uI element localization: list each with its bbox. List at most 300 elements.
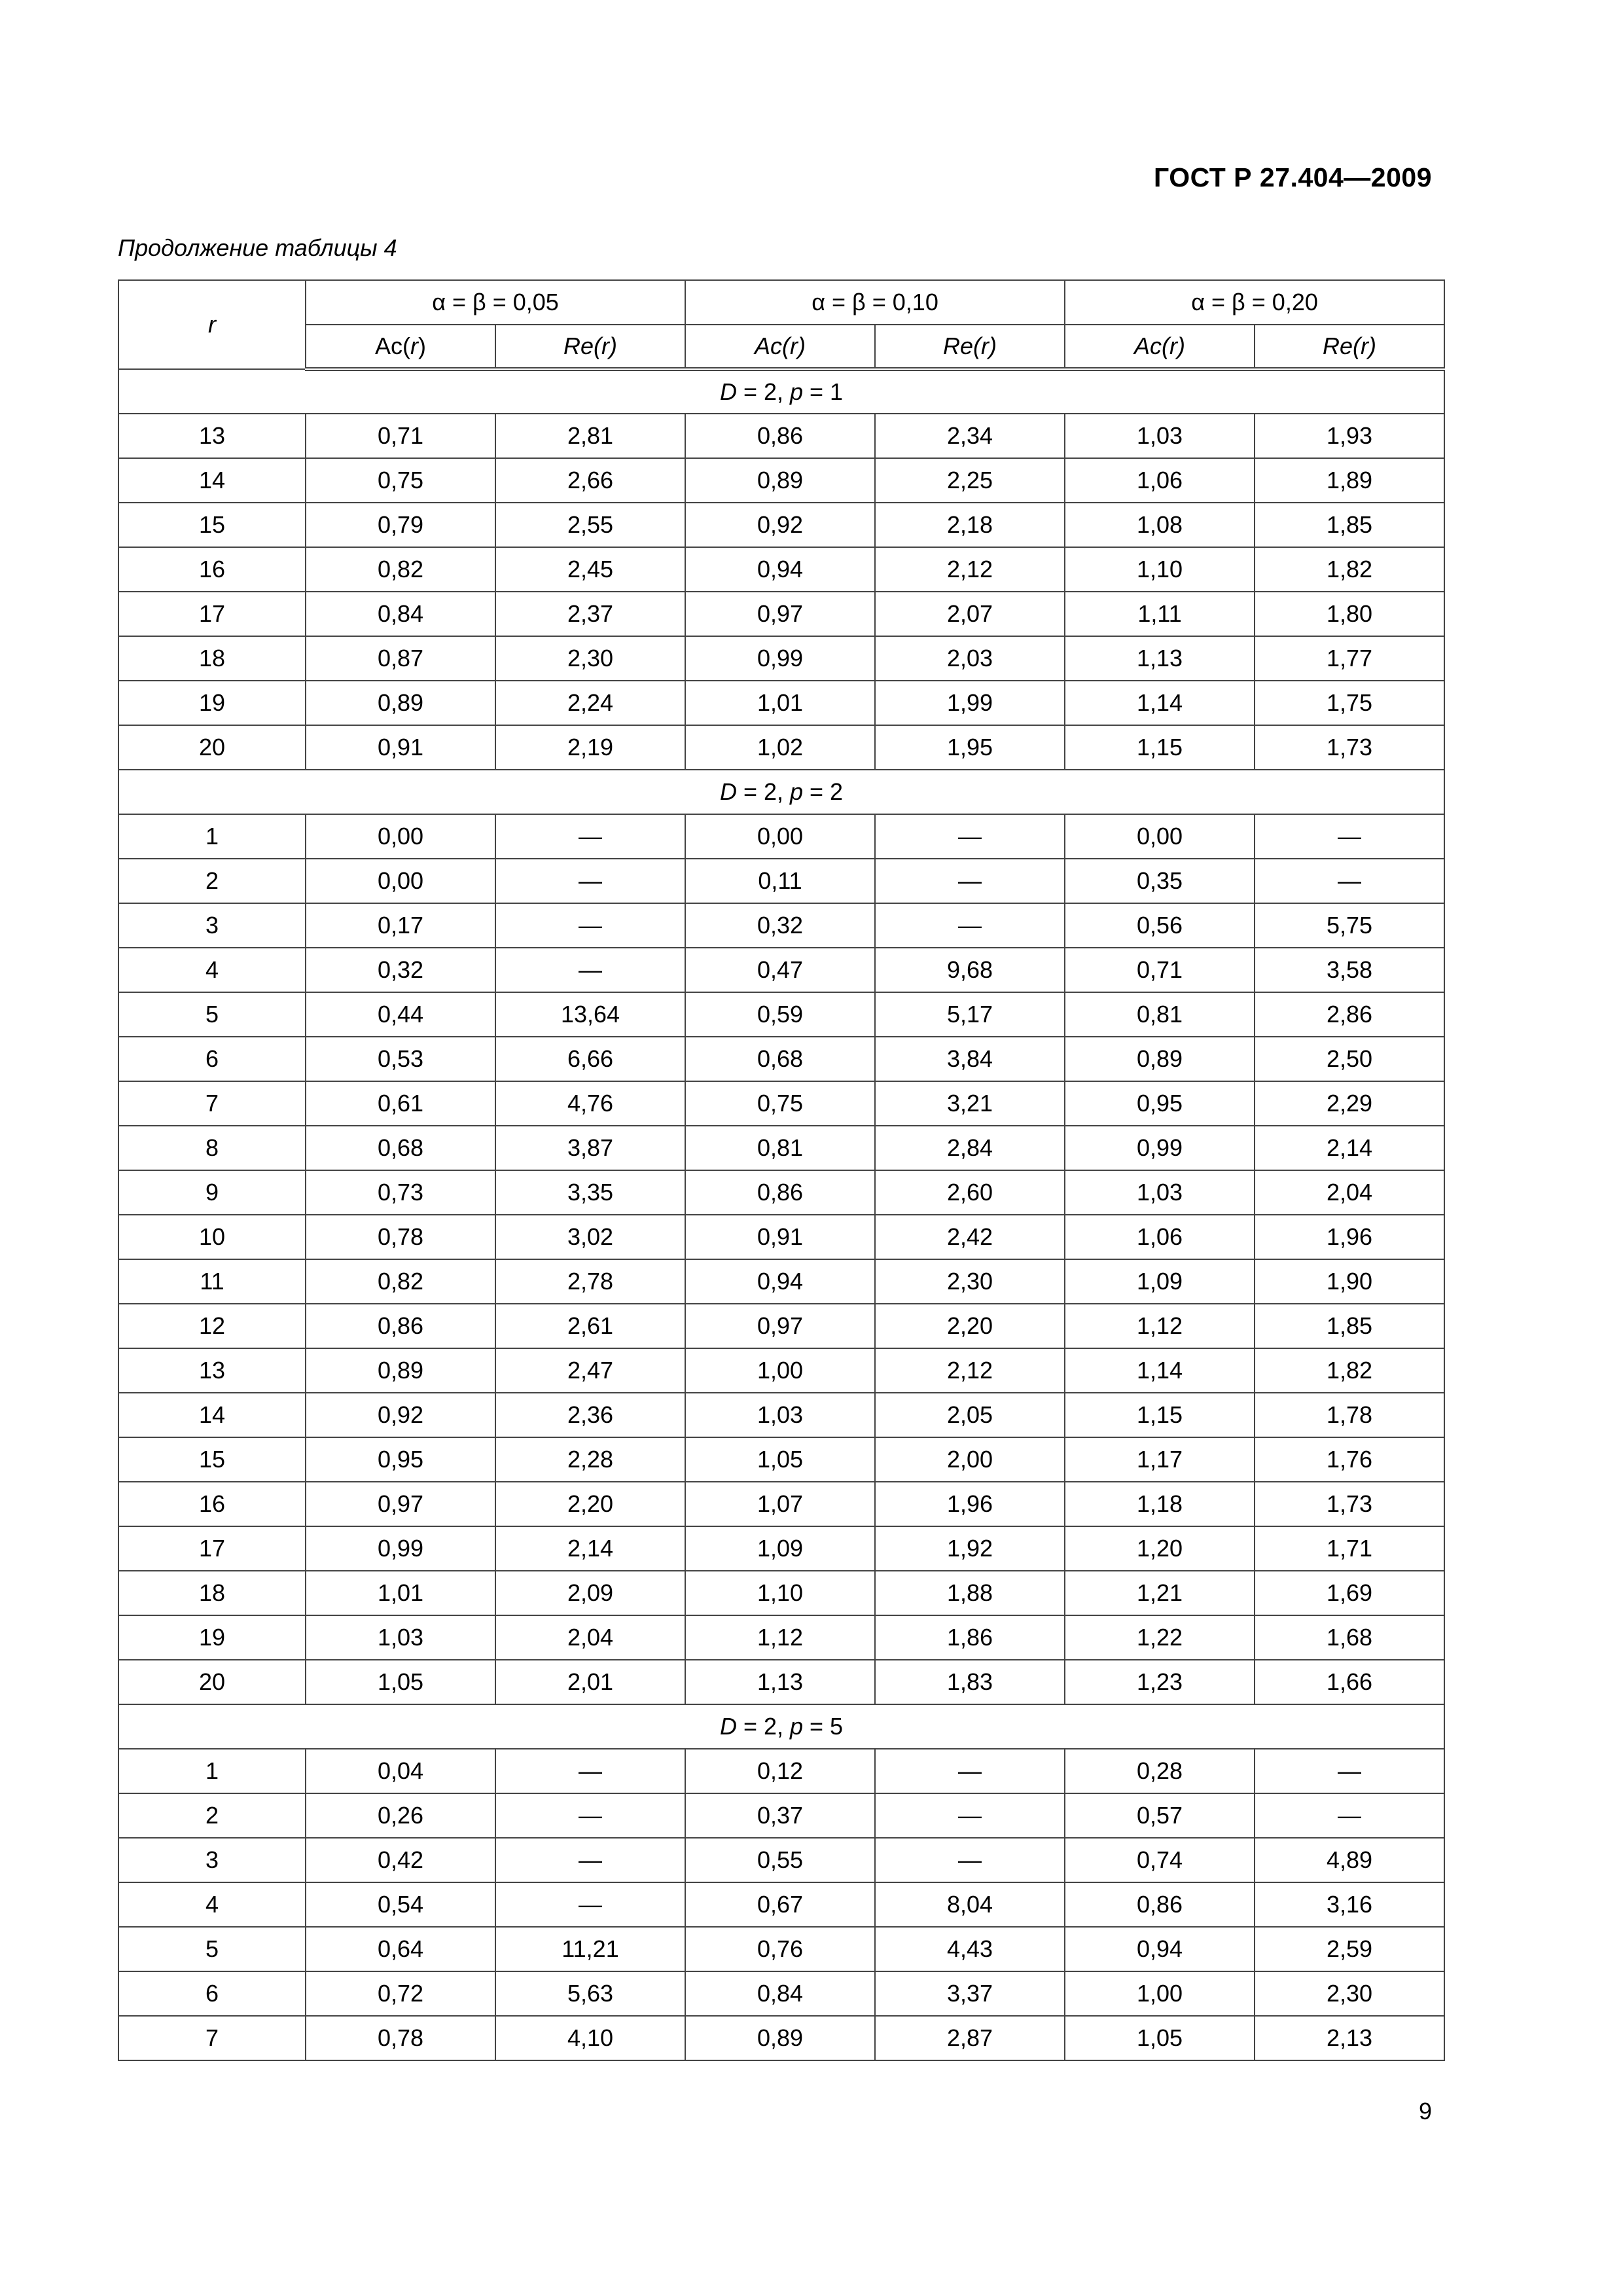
value-cell: 2,87	[875, 2016, 1065, 2060]
value-cell: 0,87	[306, 636, 495, 681]
value-cell: 2,86	[1255, 992, 1444, 1037]
value-cell: 0,00	[306, 814, 495, 859]
value-cell: 0,86	[685, 414, 875, 458]
row-index-cell: 20	[118, 1660, 306, 1704]
value-cell: 1,14	[1065, 681, 1255, 725]
value-cell: 0,76	[685, 1927, 875, 1971]
value-cell: —	[495, 859, 685, 903]
value-cell: 0,99	[1065, 1126, 1255, 1170]
value-cell: 0,92	[685, 503, 875, 547]
value-cell: 2,34	[875, 414, 1065, 458]
table-row	[118, 1482, 1444, 1526]
value-cell: 0,72	[306, 1971, 495, 2016]
row-index-cell: 16	[118, 547, 306, 592]
table-row	[118, 1348, 1444, 1393]
value-cell: 2,07	[875, 592, 1065, 636]
value-cell: 1,03	[685, 1393, 875, 1437]
value-cell: 2,55	[495, 503, 685, 547]
value-cell: 1,73	[1255, 725, 1444, 770]
value-cell: 1,00	[1065, 1971, 1255, 2016]
value-cell: 1,07	[685, 1482, 875, 1526]
value-cell: 1,06	[1065, 458, 1255, 503]
value-cell: 3,87	[495, 1126, 685, 1170]
table-row	[118, 1259, 1444, 1304]
table-row	[118, 1927, 1444, 1971]
column-header-r: r	[118, 280, 306, 369]
value-cell: —	[1255, 814, 1444, 859]
value-cell: 0,91	[685, 1215, 875, 1259]
value-cell: 0,82	[306, 1259, 495, 1304]
value-cell: 0,67	[685, 1882, 875, 1927]
table-row	[118, 1437, 1444, 1482]
row-index-cell: 3	[118, 1838, 306, 1882]
value-cell: 2,30	[495, 636, 685, 681]
value-cell: 1,03	[1065, 414, 1255, 458]
value-cell: 1,10	[685, 1571, 875, 1615]
value-cell: 3,37	[875, 1971, 1065, 2016]
value-cell: 5,75	[1255, 903, 1444, 948]
row-index-cell: 2	[118, 1793, 306, 1838]
section-header-row	[118, 369, 1444, 414]
row-index-cell: 13	[118, 414, 306, 458]
value-cell: 1,82	[1255, 547, 1444, 592]
row-index-cell: 5	[118, 992, 306, 1037]
row-index-cell: 13	[118, 1348, 306, 1393]
row-index-cell: 1	[118, 814, 306, 859]
value-cell: 4,43	[875, 1927, 1065, 1971]
value-cell: 2,12	[875, 1348, 1065, 1393]
value-cell: 3,16	[1255, 1882, 1444, 1927]
value-cell: 1,21	[1065, 1571, 1255, 1615]
value-cell: 0,89	[306, 681, 495, 725]
value-cell: 2,60	[875, 1170, 1065, 1215]
header-row-groups	[118, 280, 1444, 325]
value-cell: 2,03	[875, 636, 1065, 681]
row-index-cell: 18	[118, 1571, 306, 1615]
table-row	[118, 1215, 1444, 1259]
value-cell: 1,05	[685, 1437, 875, 1482]
value-cell: 1,23	[1065, 1660, 1255, 1704]
value-cell: 2,29	[1255, 1081, 1444, 1126]
value-cell: 5,63	[495, 1971, 685, 2016]
row-index-cell: 4	[118, 948, 306, 992]
value-cell: 0,94	[685, 547, 875, 592]
table-row	[118, 992, 1444, 1037]
value-cell: 0,59	[685, 992, 875, 1037]
value-cell: 2,09	[495, 1571, 685, 1615]
value-cell: 0,42	[306, 1838, 495, 1882]
row-index-cell: 1	[118, 1749, 306, 1793]
header-row-sub	[118, 325, 1444, 369]
value-cell: 0,74	[1065, 1838, 1255, 1882]
value-cell: 1,03	[1065, 1170, 1255, 1215]
row-index-cell: 6	[118, 1971, 306, 2016]
row-index-cell: 11	[118, 1259, 306, 1304]
value-cell: 1,14	[1065, 1348, 1255, 1393]
value-cell: 0,55	[685, 1838, 875, 1882]
value-cell: 3,21	[875, 1081, 1065, 1126]
table-row	[118, 903, 1444, 948]
value-cell: 0,71	[306, 414, 495, 458]
value-cell: —	[875, 1793, 1065, 1838]
value-cell: 0,99	[306, 1526, 495, 1571]
row-index-cell: 17	[118, 592, 306, 636]
value-cell: 1,93	[1255, 414, 1444, 458]
value-cell: 2,59	[1255, 1927, 1444, 1971]
value-cell: —	[1255, 1793, 1444, 1838]
value-cell: —	[495, 948, 685, 992]
subheader-re-005: Re(r)	[495, 325, 685, 369]
value-cell: 0,26	[306, 1793, 495, 1838]
value-cell: 2,66	[495, 458, 685, 503]
table-row	[118, 725, 1444, 770]
value-cell: 1,66	[1255, 1660, 1444, 1704]
value-cell: 0,71	[1065, 948, 1255, 992]
value-cell: 0,57	[1065, 1793, 1255, 1838]
value-cell: 0,44	[306, 992, 495, 1037]
value-cell: 0,11	[685, 859, 875, 903]
value-cell: 1,89	[1255, 458, 1444, 503]
group-header-005: α = β = 0,05	[306, 280, 685, 325]
row-index-cell: 5	[118, 1927, 306, 1971]
value-cell: 0,78	[306, 1215, 495, 1259]
value-cell: 1,96	[875, 1482, 1065, 1526]
value-cell: —	[875, 1838, 1065, 1882]
table-row	[118, 1838, 1444, 1882]
value-cell: 2,20	[495, 1482, 685, 1526]
value-cell: 2,47	[495, 1348, 685, 1393]
row-index-cell: 9	[118, 1170, 306, 1215]
table-row	[118, 681, 1444, 725]
table-row	[118, 1126, 1444, 1170]
table-row	[118, 1170, 1444, 1215]
value-cell: 2,25	[875, 458, 1065, 503]
group-header-010: α = β = 0,10	[685, 280, 1065, 325]
value-cell: 1,77	[1255, 636, 1444, 681]
value-cell: 1,12	[1065, 1304, 1255, 1348]
table-row	[118, 458, 1444, 503]
table-row	[118, 547, 1444, 592]
value-cell: 0,78	[306, 2016, 495, 2060]
value-cell: 2,01	[495, 1660, 685, 1704]
value-cell: 4,89	[1255, 1838, 1444, 1882]
value-cell: 0,91	[306, 725, 495, 770]
table-row	[118, 503, 1444, 547]
table-row	[118, 814, 1444, 859]
section-title: D = 2, p = 2	[118, 770, 1444, 814]
value-cell: 1,10	[1065, 547, 1255, 592]
table-row	[118, 1304, 1444, 1348]
value-cell: 2,14	[495, 1526, 685, 1571]
value-cell: 0,56	[1065, 903, 1255, 948]
value-cell: 1,01	[685, 681, 875, 725]
value-cell: 1,13	[685, 1660, 875, 1704]
row-index-cell: 4	[118, 1882, 306, 1927]
value-cell: 11,21	[495, 1927, 685, 1971]
value-cell: 2,19	[495, 725, 685, 770]
table-row	[118, 1882, 1444, 1927]
value-cell: 0,17	[306, 903, 495, 948]
value-cell: 0,89	[685, 2016, 875, 2060]
value-cell: 0,32	[306, 948, 495, 992]
row-index-cell: 16	[118, 1482, 306, 1526]
value-cell: 0,81	[685, 1126, 875, 1170]
value-cell: 0,73	[306, 1170, 495, 1215]
value-cell: 1,95	[875, 725, 1065, 770]
table-row	[118, 1749, 1444, 1793]
group-header-020: α = β = 0,20	[1065, 280, 1444, 325]
value-cell: 0,68	[685, 1037, 875, 1081]
document-title: ГОСТ Р 27.404—2009	[1154, 162, 1432, 192]
row-index-cell: 20	[118, 725, 306, 770]
value-cell: 2,04	[1255, 1170, 1444, 1215]
value-cell: 2,14	[1255, 1126, 1444, 1170]
value-cell: 2,50	[1255, 1037, 1444, 1081]
value-cell: 2,42	[875, 1215, 1065, 1259]
value-cell: 1,02	[685, 725, 875, 770]
value-cell: 1,68	[1255, 1615, 1444, 1660]
table-row	[118, 948, 1444, 992]
value-cell: 0,82	[306, 547, 495, 592]
value-cell: 0,89	[306, 1348, 495, 1393]
value-cell: 2,13	[1255, 2016, 1444, 2060]
value-cell: 1,82	[1255, 1348, 1444, 1393]
subheader-re-010: Re(r)	[875, 325, 1065, 369]
value-cell: —	[495, 1838, 685, 1882]
value-cell: 1,18	[1065, 1482, 1255, 1526]
data-table	[118, 279, 1445, 2061]
value-cell: 1,11	[1065, 592, 1255, 636]
value-cell: 2,36	[495, 1393, 685, 1437]
value-cell: —	[495, 1793, 685, 1838]
table-row	[118, 1037, 1444, 1081]
value-cell: 0,86	[685, 1170, 875, 1215]
value-cell: 3,58	[1255, 948, 1444, 992]
value-cell: 2,00	[875, 1437, 1065, 1482]
value-cell: 4,76	[495, 1081, 685, 1126]
value-cell: 1,86	[875, 1615, 1065, 1660]
value-cell: 0,84	[685, 1971, 875, 2016]
value-cell: 1,12	[685, 1615, 875, 1660]
value-cell: 0,64	[306, 1927, 495, 1971]
value-cell: 1,09	[685, 1526, 875, 1571]
value-cell: 0,00	[306, 859, 495, 903]
table-row	[118, 1526, 1444, 1571]
value-cell: 0,99	[685, 636, 875, 681]
value-cell: 0,37	[685, 1793, 875, 1838]
row-index-cell: 14	[118, 1393, 306, 1437]
subheader-re-020: Re(r)	[1255, 325, 1444, 369]
value-cell: 2,28	[495, 1437, 685, 1482]
value-cell: 1,15	[1065, 725, 1255, 770]
value-cell: 5,17	[875, 992, 1065, 1037]
value-cell: 1,71	[1255, 1526, 1444, 1571]
value-cell: 1,15	[1065, 1393, 1255, 1437]
value-cell: 2,84	[875, 1126, 1065, 1170]
row-index-cell: 19	[118, 681, 306, 725]
value-cell: 0,86	[1065, 1882, 1255, 1927]
value-cell: 0,84	[306, 592, 495, 636]
value-cell: 0,89	[1065, 1037, 1255, 1081]
value-cell: 0,95	[306, 1437, 495, 1482]
value-cell: 0,86	[306, 1304, 495, 1348]
table-row	[118, 636, 1444, 681]
value-cell: 1,85	[1255, 1304, 1444, 1348]
row-index-cell: 12	[118, 1304, 306, 1348]
value-cell: 0,75	[685, 1081, 875, 1126]
value-cell: 0,97	[306, 1482, 495, 1526]
value-cell: 0,00	[1065, 814, 1255, 859]
value-cell: 0,47	[685, 948, 875, 992]
row-index-cell: 7	[118, 2016, 306, 2060]
table-row	[118, 859, 1444, 903]
value-cell: 0,97	[685, 1304, 875, 1348]
row-index-cell: 15	[118, 1437, 306, 1482]
value-cell: 0,53	[306, 1037, 495, 1081]
value-cell: 0,68	[306, 1126, 495, 1170]
value-cell: —	[495, 1749, 685, 1793]
value-cell: 0,79	[306, 503, 495, 547]
subheader-ac-005: Ac(r)	[306, 325, 495, 369]
value-cell: 0,54	[306, 1882, 495, 1927]
value-cell: 1,90	[1255, 1259, 1444, 1304]
section-title: D = 2, p = 5	[118, 1704, 1444, 1749]
value-cell: 1,75	[1255, 681, 1444, 725]
value-cell: —	[495, 1882, 685, 1927]
value-cell: 1,00	[685, 1348, 875, 1393]
value-cell: 4,10	[495, 2016, 685, 2060]
row-index-cell: 2	[118, 859, 306, 903]
value-cell: —	[495, 814, 685, 859]
value-cell: —	[875, 859, 1065, 903]
row-index-cell: 3	[118, 903, 306, 948]
value-cell: 2,30	[875, 1259, 1065, 1304]
page-number: 9	[1418, 2098, 1432, 2125]
row-index-cell: 8	[118, 1126, 306, 1170]
row-index-cell: 7	[118, 1081, 306, 1126]
table-body	[118, 369, 1444, 2060]
value-cell: —	[875, 1749, 1065, 1793]
value-cell: 0,97	[685, 592, 875, 636]
value-cell: 8,04	[875, 1882, 1065, 1927]
value-cell: 1,06	[1065, 1215, 1255, 1259]
value-cell: 0,95	[1065, 1081, 1255, 1126]
value-cell: 0,61	[306, 1081, 495, 1126]
value-cell: 1,05	[306, 1660, 495, 1704]
value-cell: —	[875, 903, 1065, 948]
value-cell: 1,83	[875, 1660, 1065, 1704]
value-cell: 1,73	[1255, 1482, 1444, 1526]
value-cell: 1,80	[1255, 592, 1444, 636]
table-row	[118, 1660, 1444, 1704]
table-row	[118, 1393, 1444, 1437]
value-cell: 0,12	[685, 1749, 875, 1793]
value-cell: 1,78	[1255, 1393, 1444, 1437]
value-cell: 0,28	[1065, 1749, 1255, 1793]
value-cell: 1,22	[1065, 1615, 1255, 1660]
value-cell: 0,94	[1065, 1927, 1255, 1971]
value-cell: 13,64	[495, 992, 685, 1037]
value-cell: 2,37	[495, 592, 685, 636]
value-cell: 6,66	[495, 1037, 685, 1081]
value-cell: 1,08	[1065, 503, 1255, 547]
table-row	[118, 414, 1444, 458]
value-cell: —	[495, 903, 685, 948]
subheader-ac-010: Ac(r)	[685, 325, 875, 369]
value-cell: 2,04	[495, 1615, 685, 1660]
value-cell: 0,00	[685, 814, 875, 859]
row-index-cell: 15	[118, 503, 306, 547]
subheader-ac-020: Ac(r)	[1065, 325, 1255, 369]
value-cell: 0,89	[685, 458, 875, 503]
value-cell: —	[875, 814, 1065, 859]
value-cell: 2,24	[495, 681, 685, 725]
value-cell: 3,02	[495, 1215, 685, 1259]
row-index-cell: 6	[118, 1037, 306, 1081]
row-index-cell: 18	[118, 636, 306, 681]
value-cell: —	[1255, 859, 1444, 903]
value-cell: 1,96	[1255, 1215, 1444, 1259]
row-index-cell: 14	[118, 458, 306, 503]
value-cell: 0,04	[306, 1749, 495, 1793]
value-cell: 1,05	[1065, 2016, 1255, 2060]
value-cell: 0,35	[1065, 859, 1255, 903]
value-cell: 2,18	[875, 503, 1065, 547]
value-cell: 1,17	[1065, 1437, 1255, 1482]
value-cell: 3,84	[875, 1037, 1065, 1081]
table-row	[118, 1793, 1444, 1838]
value-cell: 2,61	[495, 1304, 685, 1348]
row-index-cell: 10	[118, 1215, 306, 1259]
value-cell: 0,75	[306, 458, 495, 503]
value-cell: 1,20	[1065, 1526, 1255, 1571]
table-row	[118, 1971, 1444, 2016]
value-cell: 1,69	[1255, 1571, 1444, 1615]
value-cell: 0,32	[685, 903, 875, 948]
value-cell: 1,88	[875, 1571, 1065, 1615]
value-cell: 2,12	[875, 547, 1065, 592]
table-row	[118, 1081, 1444, 1126]
section-header-row	[118, 1704, 1444, 1749]
table-row	[118, 2016, 1444, 2060]
value-cell: 1,85	[1255, 503, 1444, 547]
value-cell: 1,99	[875, 681, 1065, 725]
value-cell: 2,20	[875, 1304, 1065, 1348]
value-cell: 2,45	[495, 547, 685, 592]
value-cell: 1,13	[1065, 636, 1255, 681]
value-cell: 2,30	[1255, 1971, 1444, 2016]
value-cell: —	[1255, 1749, 1444, 1793]
value-cell: 2,05	[875, 1393, 1065, 1437]
value-cell: 0,94	[685, 1259, 875, 1304]
table-row	[118, 1571, 1444, 1615]
value-cell: 9,68	[875, 948, 1065, 992]
table-row	[118, 592, 1444, 636]
value-cell: 0,81	[1065, 992, 1255, 1037]
value-cell: 1,09	[1065, 1259, 1255, 1304]
value-cell: 2,78	[495, 1259, 685, 1304]
value-cell: 1,76	[1255, 1437, 1444, 1482]
value-cell: 1,01	[306, 1571, 495, 1615]
table-caption: Продолжение таблицы 4	[118, 234, 397, 261]
row-index-cell: 17	[118, 1526, 306, 1571]
value-cell: 1,03	[306, 1615, 495, 1660]
value-cell: 1,92	[875, 1526, 1065, 1571]
value-cell: 3,35	[495, 1170, 685, 1215]
value-cell: 2,81	[495, 414, 685, 458]
row-index-cell: 19	[118, 1615, 306, 1660]
section-title: D = 2, p = 1	[118, 369, 1444, 414]
